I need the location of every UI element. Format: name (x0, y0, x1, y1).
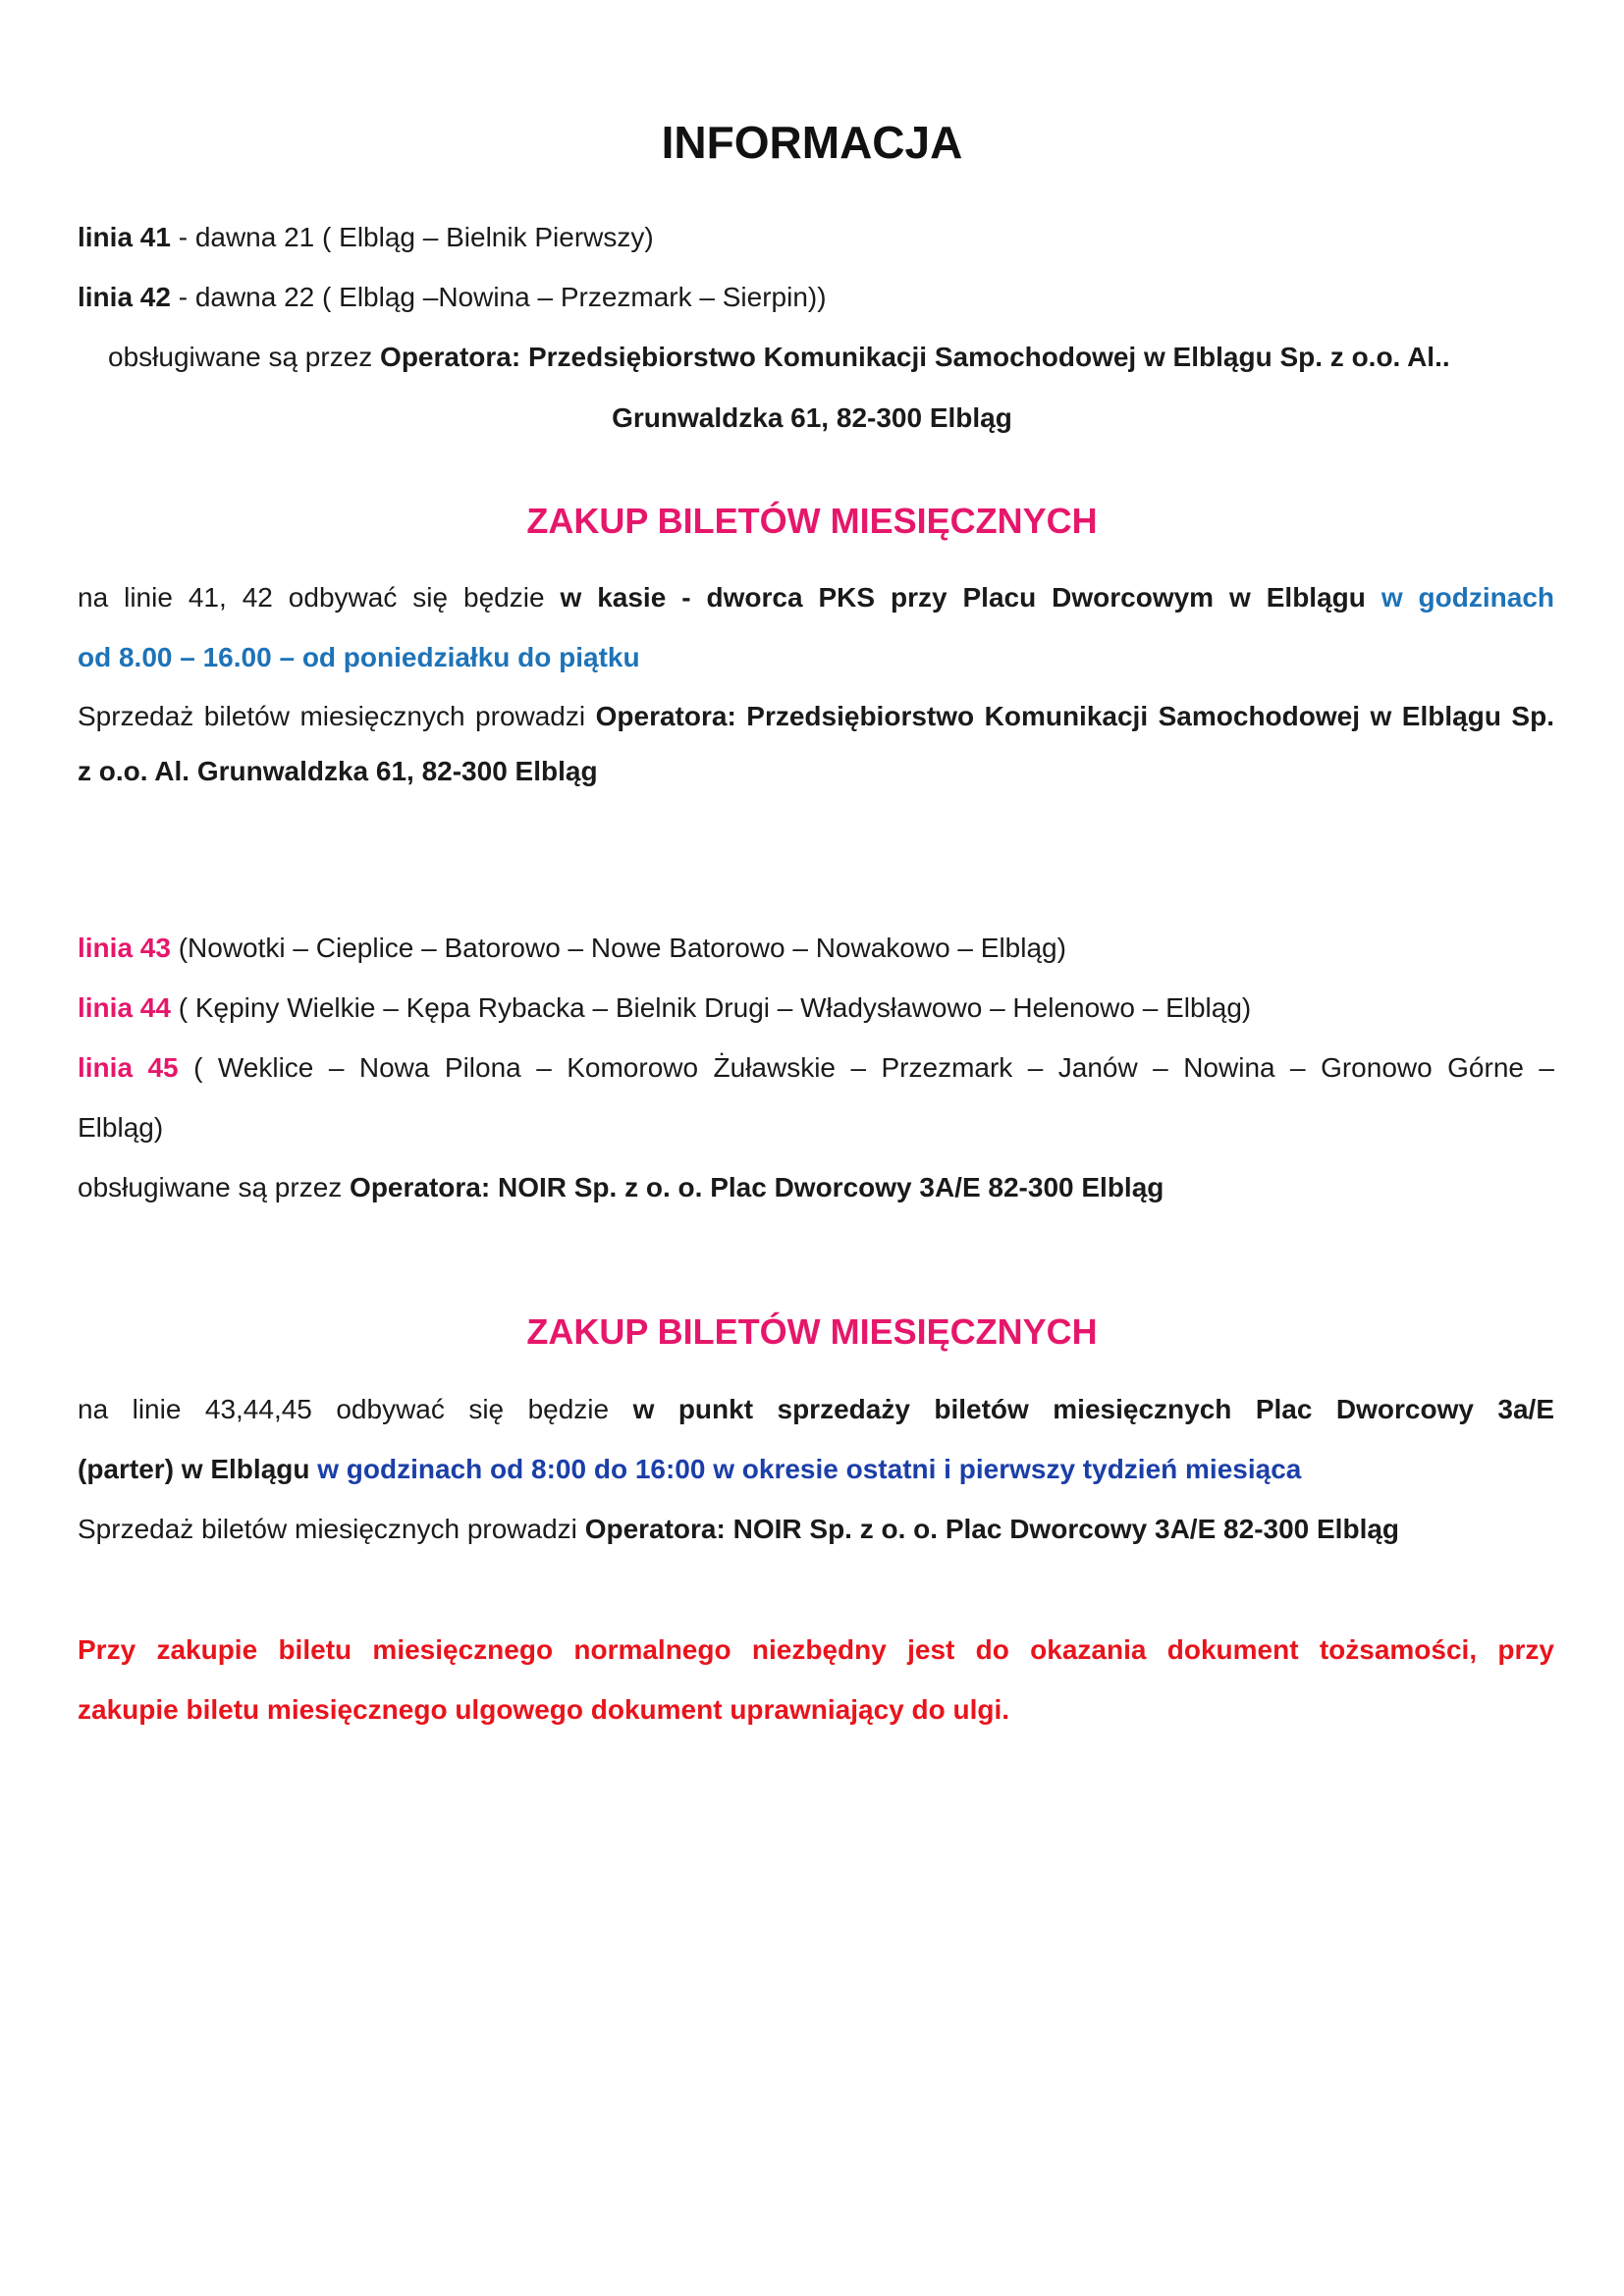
line-43-label: linia 43 (78, 933, 171, 963)
line-44-route: ( Kępiny Wielkie – Kępa Rybacka – Bielnik Drugi – Władysławowo – Helenowo – Elbląg) (170, 992, 1252, 1023)
purchase-2-place: w punkt sprzedaży biletów miesięcznych Plac Dworcowy 3a/E (632, 1394, 1554, 1424)
operator-1-row (108, 338, 1585, 377)
operator-1-name: Operatora: Przedsiębiorstwo Komunikacji Samochodowej w Elblągu Sp. z o.o. Al.. (380, 342, 1450, 372)
line-45-label: linia 45 (78, 1052, 179, 1083)
line-45-route-b: Elbląg) (78, 1112, 164, 1143)
line-44-label: linia 44 (78, 992, 171, 1023)
purchase-1-place: w kasie - dworca PKS przy Placu Dworcowym w Elblągu (560, 582, 1366, 613)
purchase-2-sales-text: Sprzedaż biletów miesięcznych prowadzi (78, 1514, 585, 1544)
purchase-2-paragraph-line-2 (78, 1450, 1554, 1489)
line-41-row (78, 218, 1554, 257)
purchase-1-text: na linie 41, 42 odbywać się będzie (78, 582, 561, 613)
page-title: INFORMACJA (661, 117, 963, 168)
purchase-2-hours: w godzinach od 8:00 do 16:00 w okresie ostatni i pierwszy tydzień miesiąca (309, 1454, 1302, 1484)
notice-line-1: Przy zakupie biletu miesięcznego normalnego niezbędny jest do okazania dokument tożsamości, przy (78, 1634, 1554, 1665)
operator-2-prefix: obsługiwane są przez (78, 1172, 351, 1202)
line-44-row (78, 988, 1554, 1028)
line-45-route-a: ( Weklice – Nowa Pilona – Komorowo Żuławskie – Przezmark – Janów – Nowina – Gronowo Górne – (178, 1052, 1554, 1083)
purchase-1-sales-operator: Operatora: Przedsiębiorstwo Komunikacji Samochodowej w Elblągu Sp. (595, 701, 1554, 731)
purchase-2-text: na linie 43,44,45 odbywać się będzie (78, 1394, 633, 1424)
line-43-row (78, 929, 1554, 968)
line-41-label: linia 41 (78, 222, 171, 252)
purchase-2-place-b: (parter) w Elblągu (78, 1454, 310, 1484)
purchase-1-sales-text: Sprzedaż biletów miesięcznych prowadzi (78, 701, 596, 731)
line-42-route: - dawna 22 ( Elbląg –Nowina – Przezmark – Sierpin)) (170, 282, 827, 312)
operator-1-address: Grunwaldzka 61, 82-300 Elbląg (612, 402, 1012, 433)
operator-2-name: Operatora: NOIR Sp. z o. o. Plac Dworcowy 3A/E 82-300 Elbląg (350, 1172, 1164, 1202)
operator-2-row (78, 1168, 1554, 1207)
purchase-1-heading: ZAKUP BILETÓW MIESIĘCZNYCH (526, 501, 1098, 541)
line-45-row (78, 1048, 1554, 1088)
purchase-1-hours-a: w godzinach (1365, 582, 1554, 613)
purchase-1-hours-b: od 8.00 – 16.00 – od poniedziałku do piątku (78, 642, 640, 672)
line-42-row (78, 278, 1554, 317)
notice-line-2: zakupie biletu miesięcznego ulgowego dokument uprawniający do ulgi. (78, 1694, 1010, 1725)
purchase-2-sales-operator: Operatora: NOIR Sp. z o. o. Plac Dworcowy 3A/E 82-300 Elbląg (584, 1514, 1400, 1544)
purchase-2-paragraph-line-1 (78, 1390, 1554, 1429)
purchase-1-sales-address: z o.o. Al. Grunwaldzka 61, 82-300 Elbląg (78, 756, 598, 786)
line-41-route: - dawna 21 ( Elbląg – Bielnik Pierwszy) (170, 222, 654, 252)
purchase-2-heading: ZAKUP BILETÓW MIESIĘCZNYCH (526, 1311, 1098, 1352)
line-43-route: (Nowotki – Cieplice – Batorowo – Nowe Batorowo – Nowakowo – Elbląg) (170, 933, 1066, 963)
operator-1-prefix: obsługiwane są przez (108, 342, 381, 372)
line-42-label: linia 42 (78, 282, 171, 312)
purchase-1-sales-line-1 (78, 697, 1554, 736)
purchase-2-sales-line (78, 1510, 1554, 1549)
purchase-1-paragraph-line-1 (78, 578, 1554, 617)
